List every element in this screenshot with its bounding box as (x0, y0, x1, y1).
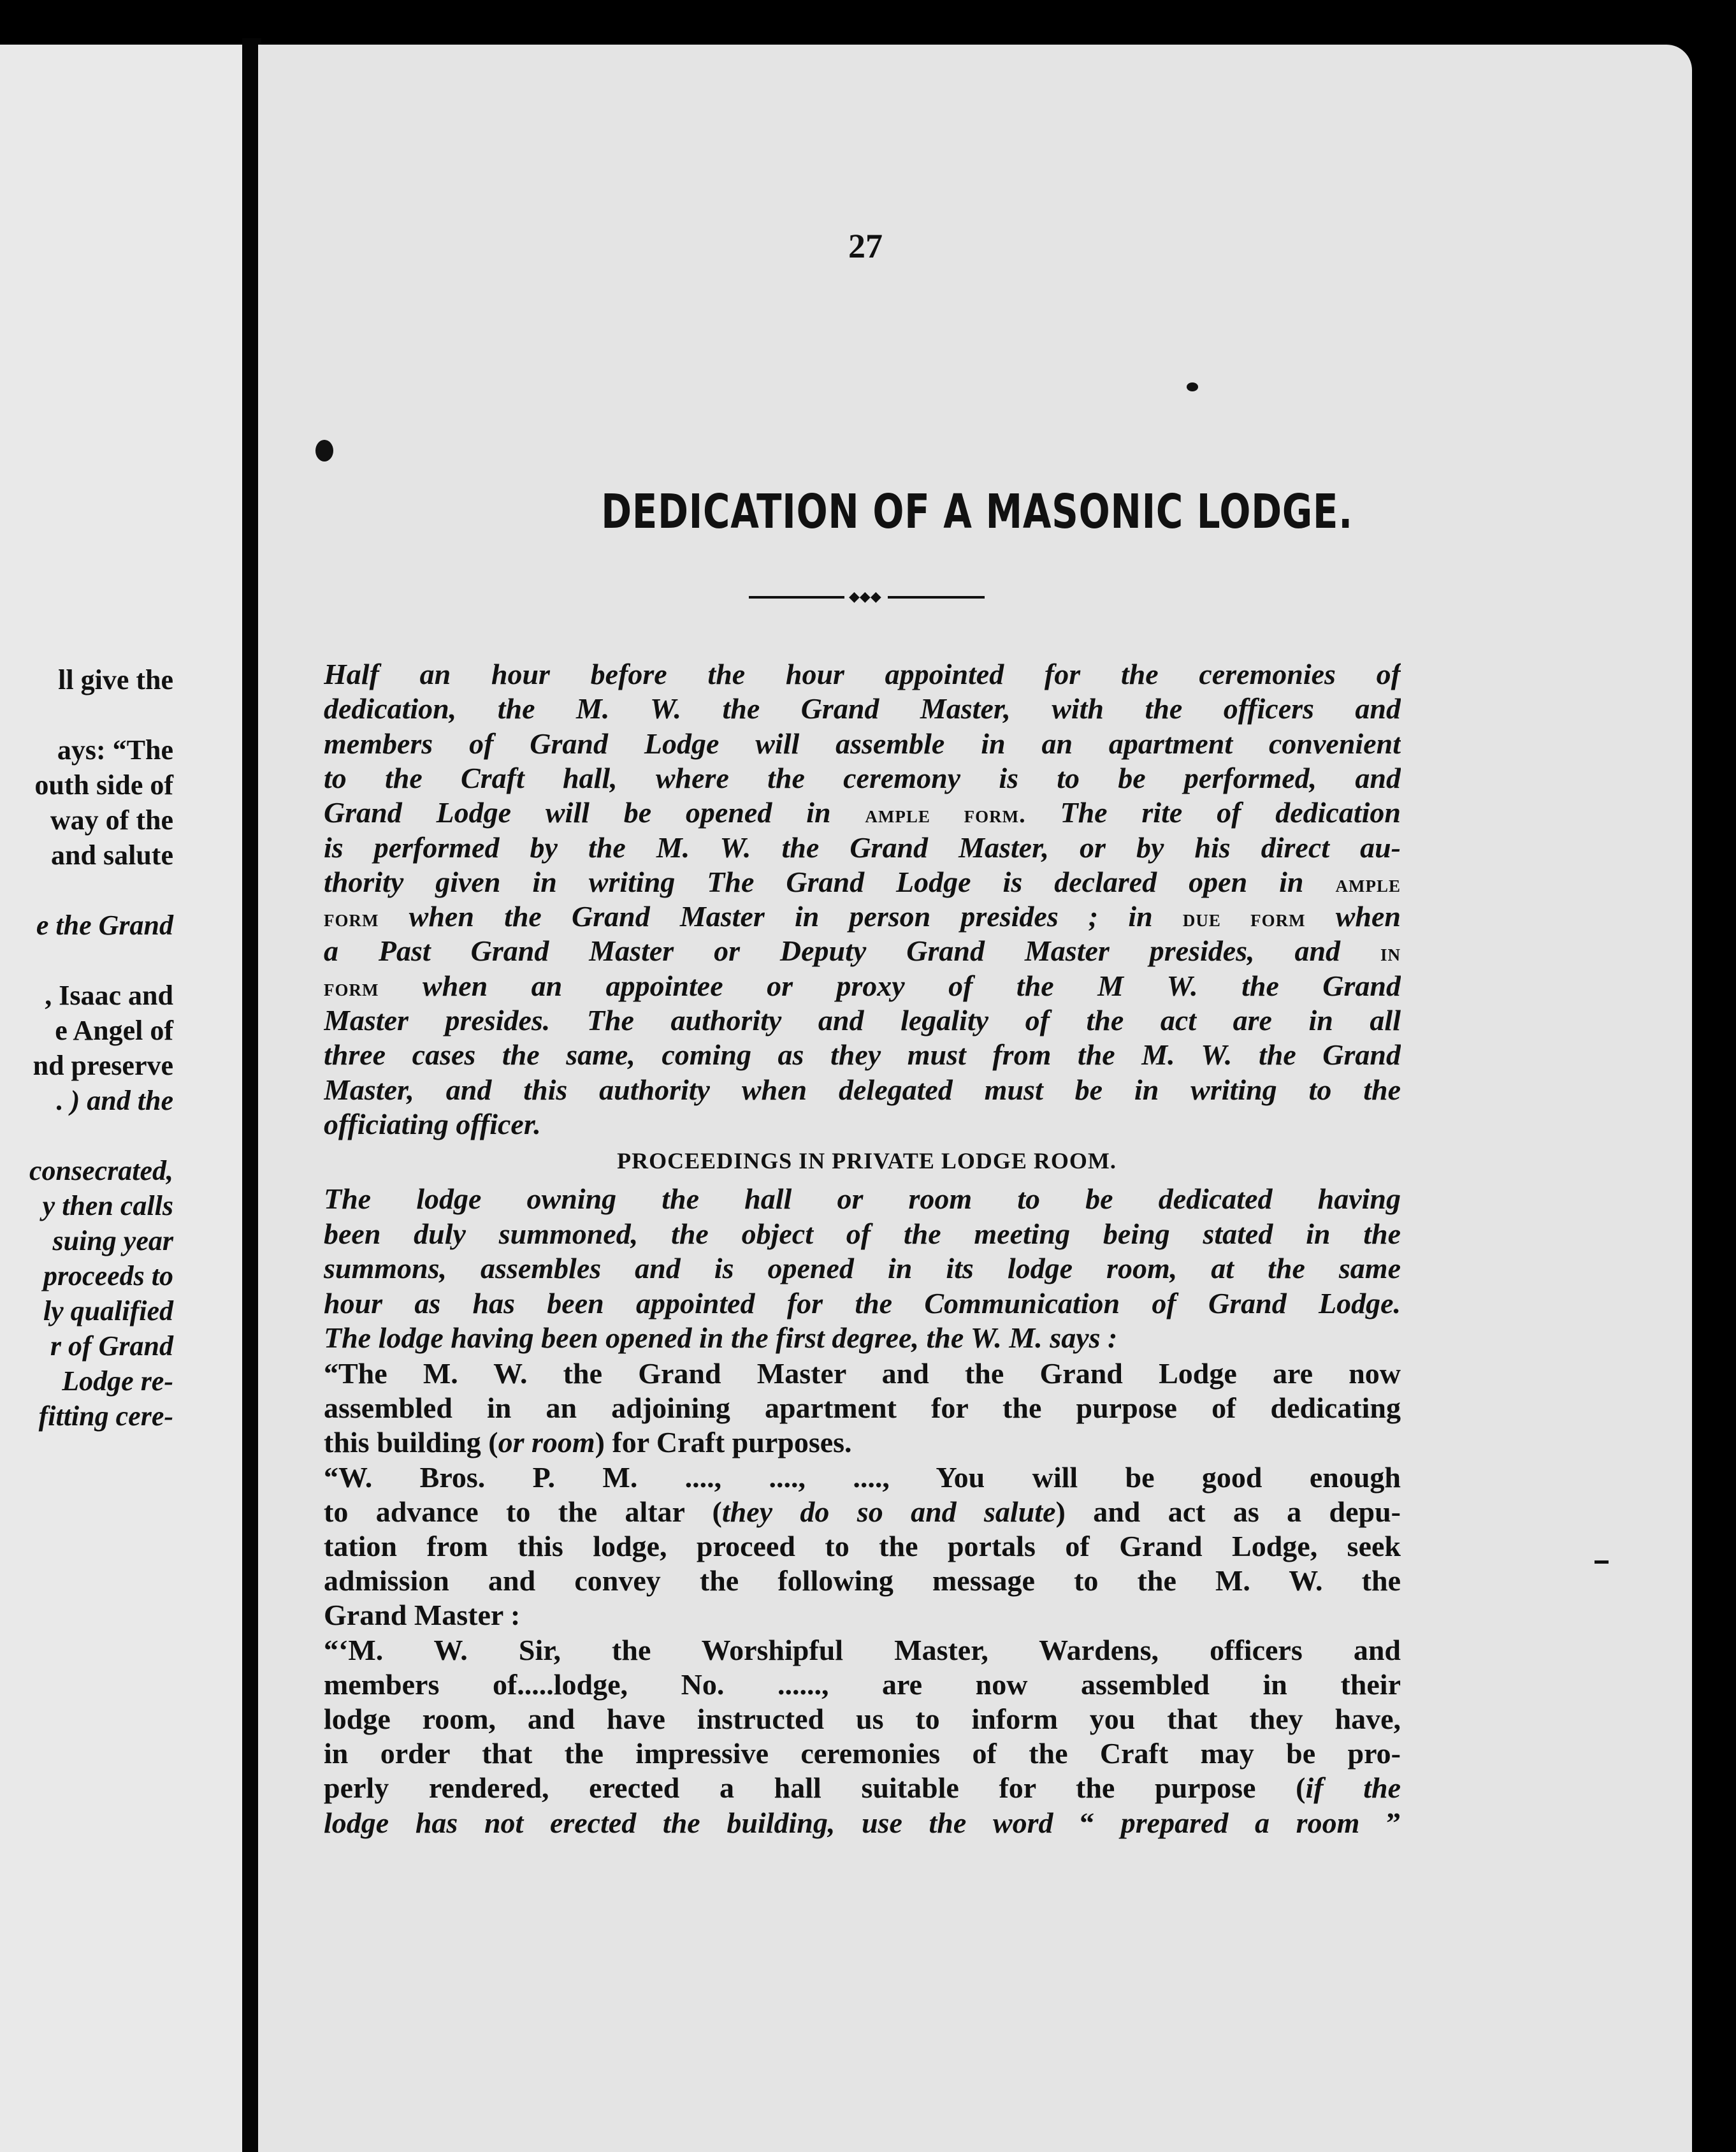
section-heading: PROCEEDINGS IN PRIVATE LODGE ROOM. (617, 1148, 1117, 1174)
title-divider-ornament (749, 590, 985, 605)
intro-lines-line (324, 864, 1401, 900)
speech-lines-line (324, 1460, 1401, 1495)
speech-lines-line (324, 1425, 1401, 1460)
intro-lines-line (324, 760, 1401, 796)
text-segment: “The M. W. the Grand Master and the Grand Lodge are now (324, 1357, 1401, 1390)
text-segment: form (324, 905, 379, 933)
intro-lines-line (324, 1107, 1401, 1142)
text-segment: lodge room, and have instructed us to inform you that they have, (324, 1703, 1401, 1735)
divider-rule-left (749, 596, 844, 599)
text-segment: “W. Bros. P. M. ...., ...., ...., You will be good enough (324, 1460, 1401, 1494)
speech-lines-line (324, 1390, 1401, 1426)
speech-lines-line (324, 1805, 1401, 1841)
text-segment: form (324, 974, 379, 1001)
text-segment: been duly summoned, the object of the meeting being stated in the (324, 1217, 1401, 1250)
left-page-line: r of Grand (50, 1330, 173, 1362)
text-segment: admission and convey the following message to the M. W. the (324, 1564, 1401, 1597)
text-segment: “ (1053, 1806, 1121, 1839)
text-segment: prepared a room (1120, 1806, 1360, 1839)
text-segment: assembled in an adjoining apartment for the purpose of dedicating (324, 1392, 1401, 1425)
text-segment: summons, assembles and is opened in its lodge room, at the same (324, 1252, 1401, 1284)
text-segment: Master presides. The authority and legality of the act are in all (324, 1004, 1401, 1036)
page-number: 27 (848, 227, 883, 265)
text-segment: when an appointee or proxy of the M W. the Grand (379, 969, 1401, 1002)
speech-lines-line (324, 1529, 1401, 1564)
left-page-line: ly qualified (43, 1295, 173, 1327)
ink-speck (1187, 382, 1198, 391)
intro-lines-line (324, 899, 1401, 934)
left-page-line: e the Grand (36, 910, 173, 941)
intro-lines-line (324, 830, 1401, 866)
speech-lines-line (324, 1597, 1401, 1633)
text-segment: ample form. (865, 801, 1026, 829)
ink-speck (1595, 1560, 1609, 1564)
left-page-line: e Angel of (55, 1015, 173, 1046)
speech-lines-line (324, 1667, 1401, 1703)
intro-lines-line (324, 968, 1401, 1004)
text-segment: three cases the same, coming as they must from the M. W. the Grand (324, 1038, 1401, 1072)
page-title: DEDICATION OF A MASONIC LODGE. (601, 484, 1353, 539)
text-segment: to the Craft hall, where the ceremony is to be performed, and (324, 761, 1401, 794)
text-segment: Half an hour before the hour appointed for the ceremonies of (324, 658, 1401, 690)
text-segment: members of Grand Lodge will assemble in an apartment convenient (324, 727, 1401, 760)
text-segment: ) for Craft purposes. (595, 1426, 852, 1459)
text-segment: or room (498, 1426, 595, 1459)
text-segment: a Past Grand Master or Deputy Grand Master presides, and (324, 934, 1380, 968)
left-page-line: ll give the (58, 664, 173, 695)
intro-lines-line (324, 795, 1401, 831)
text-segment: Master, and this authority when delegated must be in writing to the (324, 1073, 1401, 1106)
intro-lines-line (324, 657, 1401, 692)
text-segment: use the word (835, 1806, 1053, 1839)
divider-rule-right (888, 596, 985, 599)
left-page-line: fitting cere- (38, 1400, 173, 1432)
text-segment: The lodge owning the hall or room to be dedicated having (324, 1182, 1401, 1215)
intro-lines-line (324, 1037, 1401, 1073)
text-segment: lodge has not erected the building, (324, 1806, 835, 1839)
ornament-dots: ◆◆◆ (849, 589, 881, 605)
left-page-line: proceeds to (43, 1260, 173, 1291)
text-segment: this building ( (324, 1426, 498, 1459)
ink-speck (315, 440, 333, 462)
left-page-line: suing year (52, 1225, 173, 1256)
text-segment: hour as has been appointed for the Communication of Grand Lodge. (324, 1286, 1401, 1320)
text-segment: Grand Master : (324, 1599, 521, 1632)
text-segment: ” (1359, 1806, 1401, 1839)
text-segment: in (1380, 940, 1401, 967)
speech-lines-line (324, 1356, 1401, 1392)
speech-lines-line (324, 1632, 1401, 1668)
left-page-line: outh side of (34, 769, 173, 801)
text-segment: members of.....lodge, No. ......, are now assembled in their (324, 1668, 1401, 1701)
section-lines-line (324, 1251, 1401, 1286)
text-segment: The rite of dedication (1025, 796, 1401, 829)
left-facing-page (0, 45, 250, 2152)
text-segment: perly rendered, erected a hall suitable for the purpose ( (324, 1771, 1306, 1805)
speech-lines-line (324, 1563, 1401, 1599)
text-segment: when the Grand Master in person presides ; in (379, 900, 1183, 933)
left-page-line: y then calls (42, 1190, 173, 1221)
text-segment: officiating officer. (324, 1107, 541, 1140)
text-segment: “‘M. W. Sir, the Worshipful Master, Wardens, officers and (324, 1633, 1401, 1666)
left-page-line: consecrated, (29, 1155, 173, 1186)
text-segment: ) and act as a depu- (1055, 1495, 1401, 1528)
intro-lines-line (324, 1003, 1401, 1038)
left-page-line: way of the (50, 804, 173, 836)
intro-lines-line (324, 1072, 1401, 1108)
left-page-line: ays: “The (57, 734, 173, 766)
speech-lines-line (324, 1736, 1401, 1771)
text-segment: tation from this lodge, proceed to the portals of Grand Lodge, seek (324, 1530, 1401, 1562)
intro-lines-line (324, 691, 1401, 727)
left-page-line: Lodge re- (62, 1365, 173, 1397)
text-segment: dedication, the M. W. the Grand Master, with the officers and (324, 692, 1401, 725)
section-lines-line (324, 1181, 1401, 1217)
text-segment: to advance to the altar ( (324, 1495, 722, 1528)
text-segment: thority given in writing The Grand Lodge is declared open in (324, 865, 1336, 898)
text-segment: ample (1335, 870, 1401, 898)
section-lines-line (324, 1320, 1401, 1356)
left-page-line: , Isaac and (45, 980, 173, 1011)
speech-lines-line (324, 1770, 1401, 1806)
speech-lines-line (324, 1701, 1401, 1737)
left-page-line: . ) and the (56, 1085, 173, 1116)
section-lines-line (324, 1286, 1401, 1321)
text-segment: due form (1182, 905, 1306, 933)
left-page-line: nd preserve (33, 1050, 173, 1081)
text-segment: in order that the impressive ceremonies of the Craft may be pro- (324, 1737, 1401, 1770)
text-segment: if the (1305, 1771, 1401, 1805)
speech-lines-line (324, 1494, 1401, 1530)
text-segment: they do so and salute (721, 1495, 1056, 1528)
text-segment: The lodge having been opened in the first degree, the W. M. says : (324, 1321, 1118, 1354)
text-segment: Grand Lodge will be opened in (324, 796, 865, 829)
left-page-line: and salute (51, 840, 173, 871)
text-segment: is performed by the M. W. the Grand Master, or by his direct au- (324, 831, 1401, 864)
intro-lines-line (324, 726, 1401, 762)
intro-lines-line (324, 933, 1401, 969)
text-segment: when (1305, 900, 1401, 933)
section-lines-line (324, 1216, 1401, 1252)
